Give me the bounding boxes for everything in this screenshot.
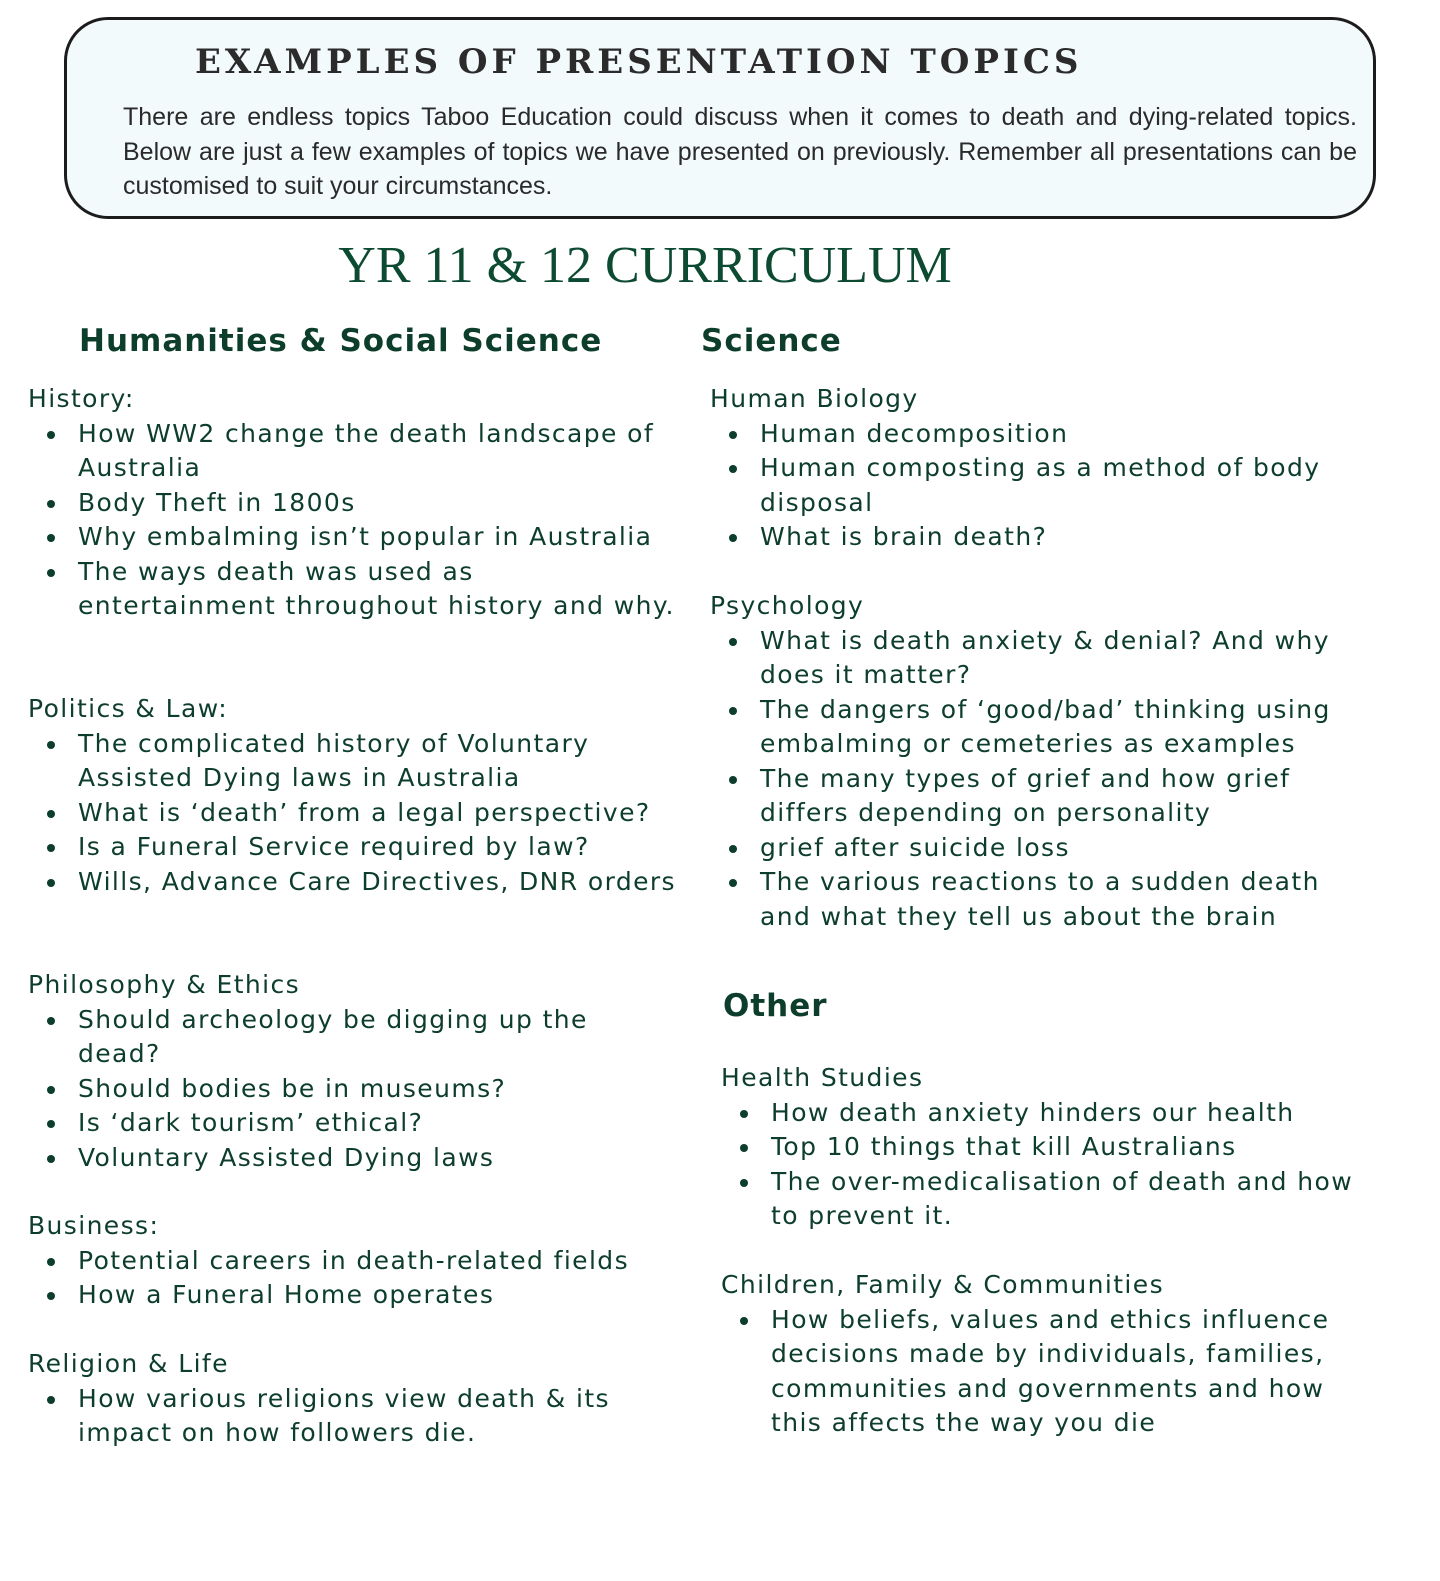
- list-item: The ways death was used as entertainment throughout history and why.: [28, 555, 678, 624]
- curriculum-title: YR 11 & 12 CURRICULUM: [338, 237, 952, 294]
- topic-list: [28, 1382, 678, 1451]
- list-item: Wills, Advance Care Directives, DNR orders: [28, 865, 678, 900]
- science-heading: Science: [701, 323, 842, 359]
- group-label: Health Studies: [721, 1063, 924, 1092]
- list-item: Top 10 things that kill Australians: [721, 1130, 1371, 1165]
- list-item: How WW2 change the death landscape of Australia: [28, 417, 678, 486]
- list-item: What is brain death?: [710, 520, 1370, 555]
- group-label: Psychology: [710, 591, 865, 620]
- group-philosophy-ethics: [28, 968, 678, 1175]
- list-item: The complicated history of Voluntary Assisted Dying laws in Australia: [28, 727, 678, 796]
- group-label: Politics & Law:: [28, 694, 229, 723]
- list-item: The over-medicalisation of death and how to prevent it.: [721, 1165, 1371, 1234]
- group-religion-life: [28, 1347, 678, 1451]
- humanities-heading: Humanities & Social Science: [79, 323, 603, 359]
- list-item: Voluntary Assisted Dying laws: [28, 1141, 678, 1176]
- list-item: How various religions view death & its impact on how followers die.: [28, 1382, 678, 1451]
- list-item: How beliefs, values and ethics influence decisions made by individuals, families, communities and governments and how this affects the way you die: [721, 1303, 1371, 1441]
- list-item: Potential careers in death-related fields: [28, 1244, 678, 1279]
- list-item: What is death anxiety & denial? And why does it matter?: [710, 624, 1370, 693]
- intro-text: There are endless topics Taboo Education could discuss when it comes to death and dying-related topics. Below are just a few examples of topics we have presented on previously. Remember all presentations can be customised to suit your circumstances.: [123, 103, 1357, 200]
- group-label: Business:: [28, 1211, 160, 1240]
- list-item: Why embalming isn’t popular in Australia: [28, 520, 678, 555]
- topic-list: [721, 1096, 1371, 1234]
- group-label: History:: [28, 384, 135, 413]
- group-politics-law: [28, 692, 678, 899]
- group-business: [28, 1209, 678, 1313]
- group-label: Children, Family & Communities: [721, 1270, 1164, 1299]
- group-children-family-communities: [721, 1268, 1371, 1441]
- topic-list: [710, 417, 1370, 555]
- list-item: Human composting as a method of body disposal: [710, 451, 1370, 520]
- list-item: Is ‘dark tourism’ ethical?: [28, 1106, 678, 1141]
- group-label: Philosophy & Ethics: [28, 970, 301, 999]
- list-item: How a Funeral Home operates: [28, 1278, 678, 1313]
- topic-list: [28, 417, 678, 624]
- intro-title: EXAMPLES OF PRESENTATION TOPICS: [195, 42, 1083, 82]
- group-label: Religion & Life: [28, 1349, 229, 1378]
- group-health-studies: [721, 1061, 1371, 1234]
- group-psychology: [710, 589, 1370, 934]
- list-item: The dangers of ‘good/bad’ thinking using embalming or cemeteries as examples: [710, 693, 1370, 762]
- list-item: How death anxiety hinders our health: [721, 1096, 1371, 1131]
- topic-list: [721, 1303, 1371, 1441]
- list-item: What is ‘death’ from a legal perspective?: [28, 796, 678, 831]
- topic-list: [28, 1244, 678, 1313]
- list-item: The various reactions to a sudden death and what they tell us about the brain: [710, 865, 1370, 934]
- list-item: Should bodies be in museums?: [28, 1072, 678, 1107]
- intro-box: [64, 17, 1376, 219]
- list-item: Human decomposition: [710, 417, 1370, 452]
- group-human-biology: [710, 382, 1370, 555]
- list-item: grief after suicide loss: [710, 831, 1370, 866]
- topic-list: [710, 624, 1370, 935]
- list-item: Body Theft in 1800s: [28, 486, 678, 521]
- group-label: Human Biology: [710, 384, 919, 413]
- topic-list: [28, 727, 678, 900]
- other-heading: Other: [723, 988, 828, 1024]
- list-item: Should archeology be digging up the dead?: [28, 1003, 678, 1072]
- list-item: Is a Funeral Service required by law?: [28, 830, 678, 865]
- group-history: [28, 382, 678, 624]
- list-item: The many types of grief and how grief differs depending on personality: [710, 762, 1370, 831]
- topic-list: [28, 1003, 678, 1176]
